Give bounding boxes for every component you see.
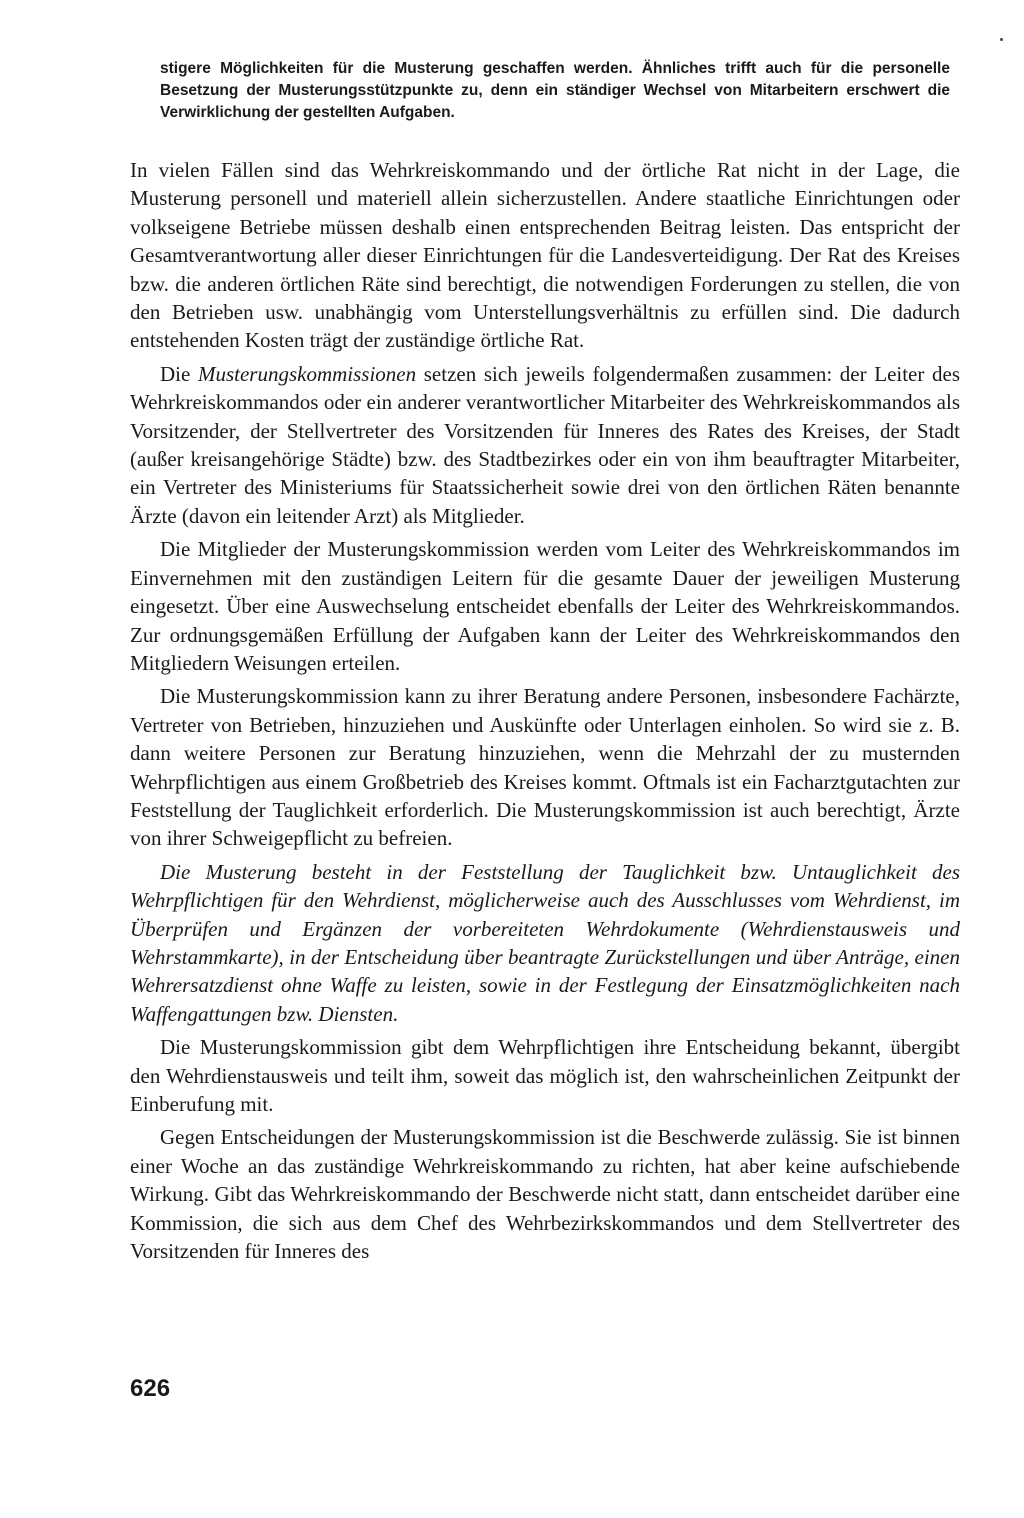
paragraph-7: Gegen Entscheidungen der Musterungskommission ist die Beschwerde zulässig. Sie ist binnen einer Woche an das zuständige Wehrkreiskommando zu richten, hat aber keine aufschiebende Wirkung. Gibt das Wehrkreiskommando der Beschwerde nicht statt, dann entscheidet darüber eine Kommission, die sich aus dem Chef des Wehrbezirkskommandos und dem Stellvertreter des Vorsitzenden für Inneres des — [130, 1125, 960, 1264]
paragraph-6: Die Musterungskommission gibt dem Wehrpflichtigen ihre Entscheidung bekannt, übergibt den Wehrdienstausweis und teilt ihm, soweit das möglich ist, den wahrscheinlichen Zeitpunkt der Einberufung mit. — [130, 1035, 960, 1116]
paragraph-1: In vielen Fällen sind das Wehrkreiskommando und der örtliche Rat nicht in der Lage, die Musterung personell und materiell allein sicherzustellen. Andere staatliche Einrichtungen oder volkseigene Betriebe müssen deshalb einen entsprechenden Beitrag leisten. Das entspricht der Gesamtverantwortung aller dieser Einrichtungen für die Landesverteidigung. Der Rat des Kreises bzw. die anderen örtlichen Räte sind berechtigt, die notwendigen Forderungen zu stellen, die von den Betrieben usw. unabhängig vom Unterstellungsverhältnis zu erfüllen sind. Die dadurch entstehenden Kosten trägt der zuständige örtliche Rat. — [130, 158, 960, 353]
paragraph-3: Die Mitglieder der Musterungskommission werden vom Leiter des Wehrkreiskommandos im Einvernehmen mit den zuständigen Leitern für die gesamte Dauer der jeweiligen Musterung eingesetzt. Über eine Auswechselung entscheidet ebenfalls der Leiter des Wehrkreiskommandos. Zur ordnungsgemäßen Erfüllung der Aufgaben kann der Leiter des Wehrkreiskommandos den Mitgliedern Weisungen erteilen. — [130, 537, 960, 675]
body-text — [130, 156, 960, 1270]
scan-speck — [1000, 38, 1003, 41]
paragraph-5: Die Musterung besteht in der Feststellung der Tauglichkeit bzw. Untauglichkeit des Wehrpflichtigen für den Wehrdienst, möglicherweise auch des Ausschlusses vom Wehrdienst, im Überprüfen und Ergänzen der vorbereiteten Wehrdokumente (Wehrdienstausweis und Wehrstammkarte), in der Entscheidung über beantragte Zurückstellungen und über Anträge, einen Wehrersatzdienst ohne Waffe zu leisten, sowie in der Festlegung der Einsatzmöglichkeiten nach Waffengattungen bzw. Diensten. — [130, 859, 960, 1026]
paragraph-2-start: Die — [160, 361, 198, 386]
paragraph-4: Die Musterungskommission kann zu ihrer Beratung andere Personen, insbesondere Fachärzte, Vertreter von Betrieben, hinzuziehen und Auskünfte oder Unterlagen einholen. So wird sie z. B. dann weitere Personen zur Beratung hinzuziehen, wenn die Mehrzahl der zu musternden Wehrpflichtigen aus einem Großbetrieb des Kreises kommt. Oftmals ist ein Facharztgutachten zur Feststellung der Tauglichkeit erforderlich. Die Musterungskommission ist auch berechtigt, Ärzte von ihrer Schweigepflicht zu befreien. — [130, 684, 960, 851]
paragraph-2-rest: setzen sich jeweils folgendermaßen zusammen: der Leiter des Wehrkreiskommandos oder ein anderer verantwortlicher Mitarbeiter des Wehrkreiskommandos als Vorsitzender, der Stellvertreter des Vorsitzenden für Inneres des Rates des Kreises, der Stadt (außer kreisangehörige Städte) bzw. des Stadtbezirkes oder ein von ihm beauftragter Mitarbeiter, ein Vertreter des Ministeriums für Staatssicherheit sowie drei von den örtlichen Räten benannte Ärzte (davon ein leitender Arzt) als Mitglieder. — [130, 361, 961, 528]
continued-note-text: stigere Möglichkeiten für die Musterung geschaffen werden. Ähnliches trifft auch für die personelle Besetzung der Musterungsstützpunkte zu, denn ein ständiger Wechsel von Mitarbeitern erschwert die Verwirklichung der gestellten Aufgaben. — [160, 60, 950, 121]
paragraph-2-emphasis: Musterungskommissionen — [197, 361, 417, 386]
paragraph-2 — [130, 360, 960, 530]
page-number: 626 — [130, 1375, 171, 1402]
